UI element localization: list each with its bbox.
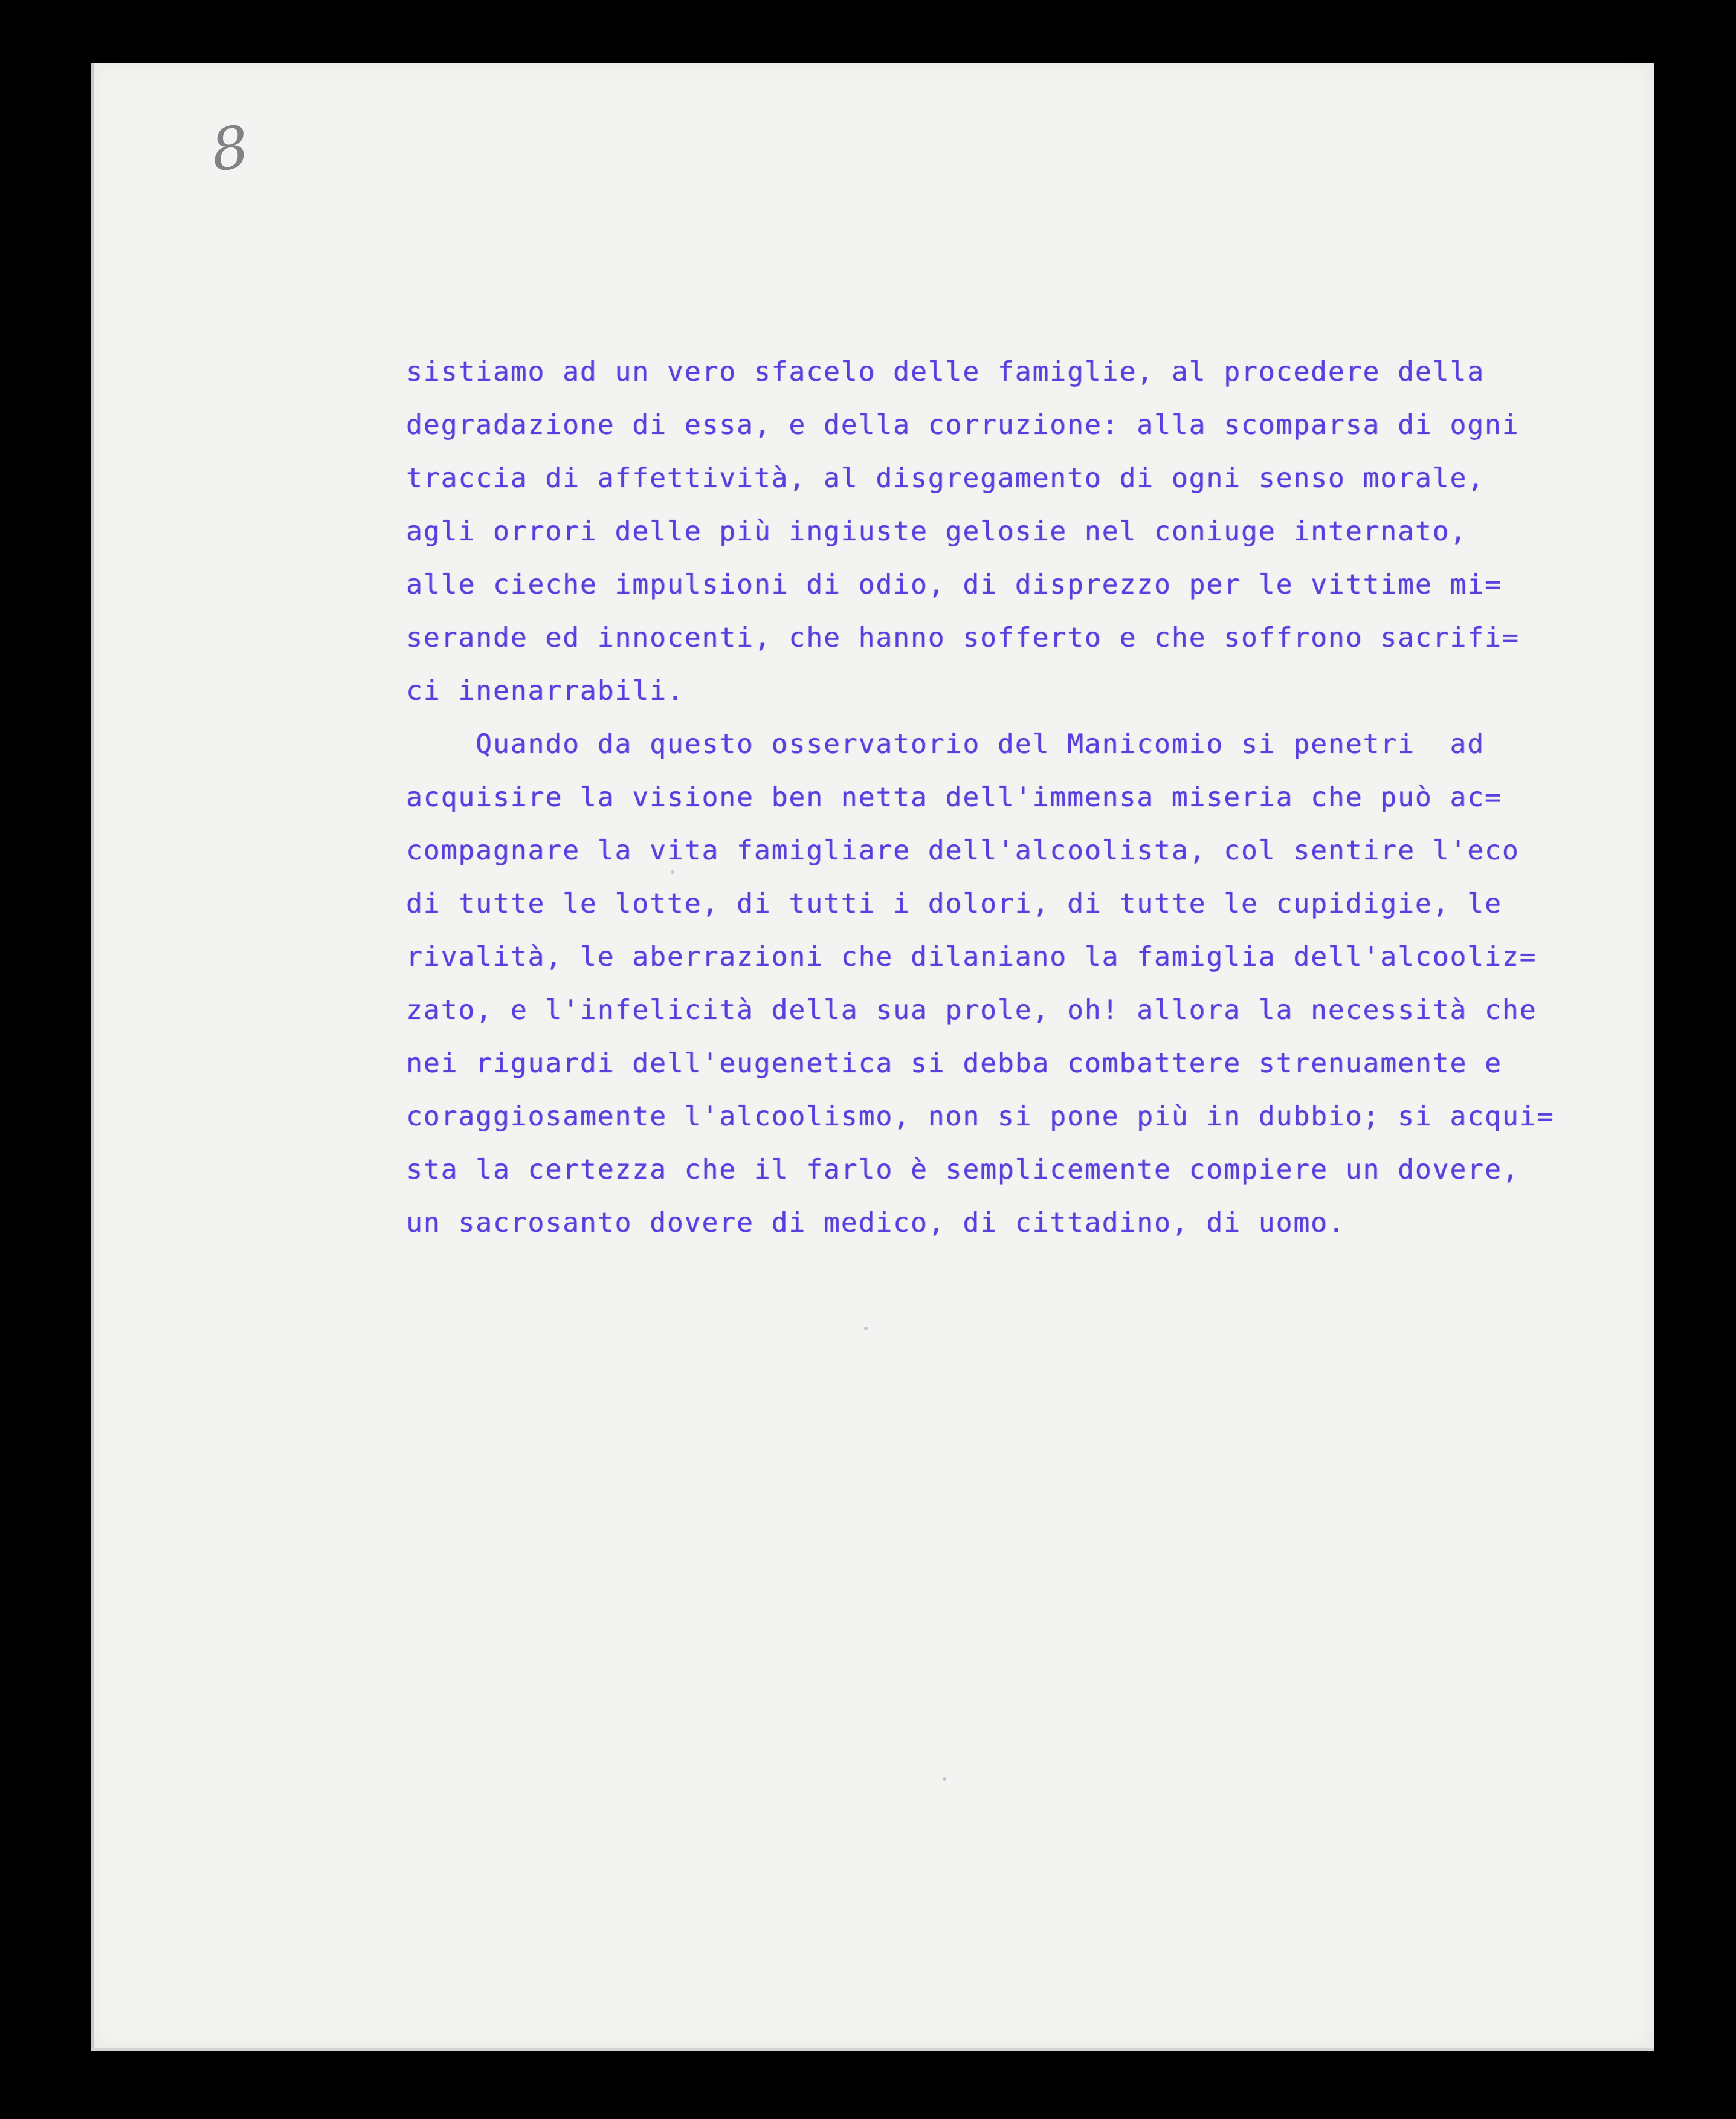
text-line-15: coraggiosamente l'alcoolismo, non si pone più in dubbio; si acqui= <box>406 1101 1555 1132</box>
paper-speck <box>864 1327 868 1330</box>
sheet-left-edge <box>91 63 94 2051</box>
text-line-17: un sacrosanto dovere di medico, di cittadino, di uomo. <box>406 1208 1346 1238</box>
text-line-1: sistiamo ad un vero sfacelo delle famiglie, al procedere della <box>406 357 1485 387</box>
page-number: 8 <box>207 112 253 185</box>
text-line-9: acquisire la visione ben netta dell'immensa miseria che può ac= <box>406 782 1502 813</box>
text-line-12: rivalità, le aberrazioni che dilaniano la famiglia dell'alcooliz= <box>406 942 1537 972</box>
text-line-3: traccia di affettività, al disgregamento di ogni senso morale, <box>406 463 1485 494</box>
text-line-10: compagnare la vita famigliare dell'alcoolista, col sentire l'eco <box>406 835 1520 866</box>
sheet-bottom-edge <box>91 2048 1654 2051</box>
text-line-13: zato, e l'infelicità della sua prole, oh! allora la necessità che <box>406 995 1537 1026</box>
paper-speck <box>943 1777 946 1781</box>
text-line-4: agli orrori delle più ingiuste gelosie nel coniuge internato, <box>406 516 1468 547</box>
text-line-5: alle cieche impulsioni di odio, di disprezzo per le vittime mi= <box>406 569 1502 600</box>
typewritten-text <box>406 346 1615 1250</box>
text-line-16: sta la certezza che il farlo è semplicemente compiere un dovere, <box>406 1154 1520 1185</box>
text-line-11: di tutte le lotte, di tutti i dolori, di tutte le cupidigie, le <box>406 888 1502 919</box>
text-line-8: Quando da questo osservatorio del Manicomio si penetri ad <box>406 729 1485 760</box>
text-line-7: ci inenarrabili. <box>406 676 685 707</box>
text-line-2: degradazione di essa, e della corruzione: alla scomparsa di ogni <box>406 410 1520 441</box>
text-line-14: nei riguardi dell'eugenetica si debba combattere strenuamente e <box>406 1048 1502 1079</box>
text-line-6: serande ed innocenti, che hanno sofferto e che soffrono sacrifi= <box>406 623 1520 653</box>
paper-speck <box>671 870 674 874</box>
